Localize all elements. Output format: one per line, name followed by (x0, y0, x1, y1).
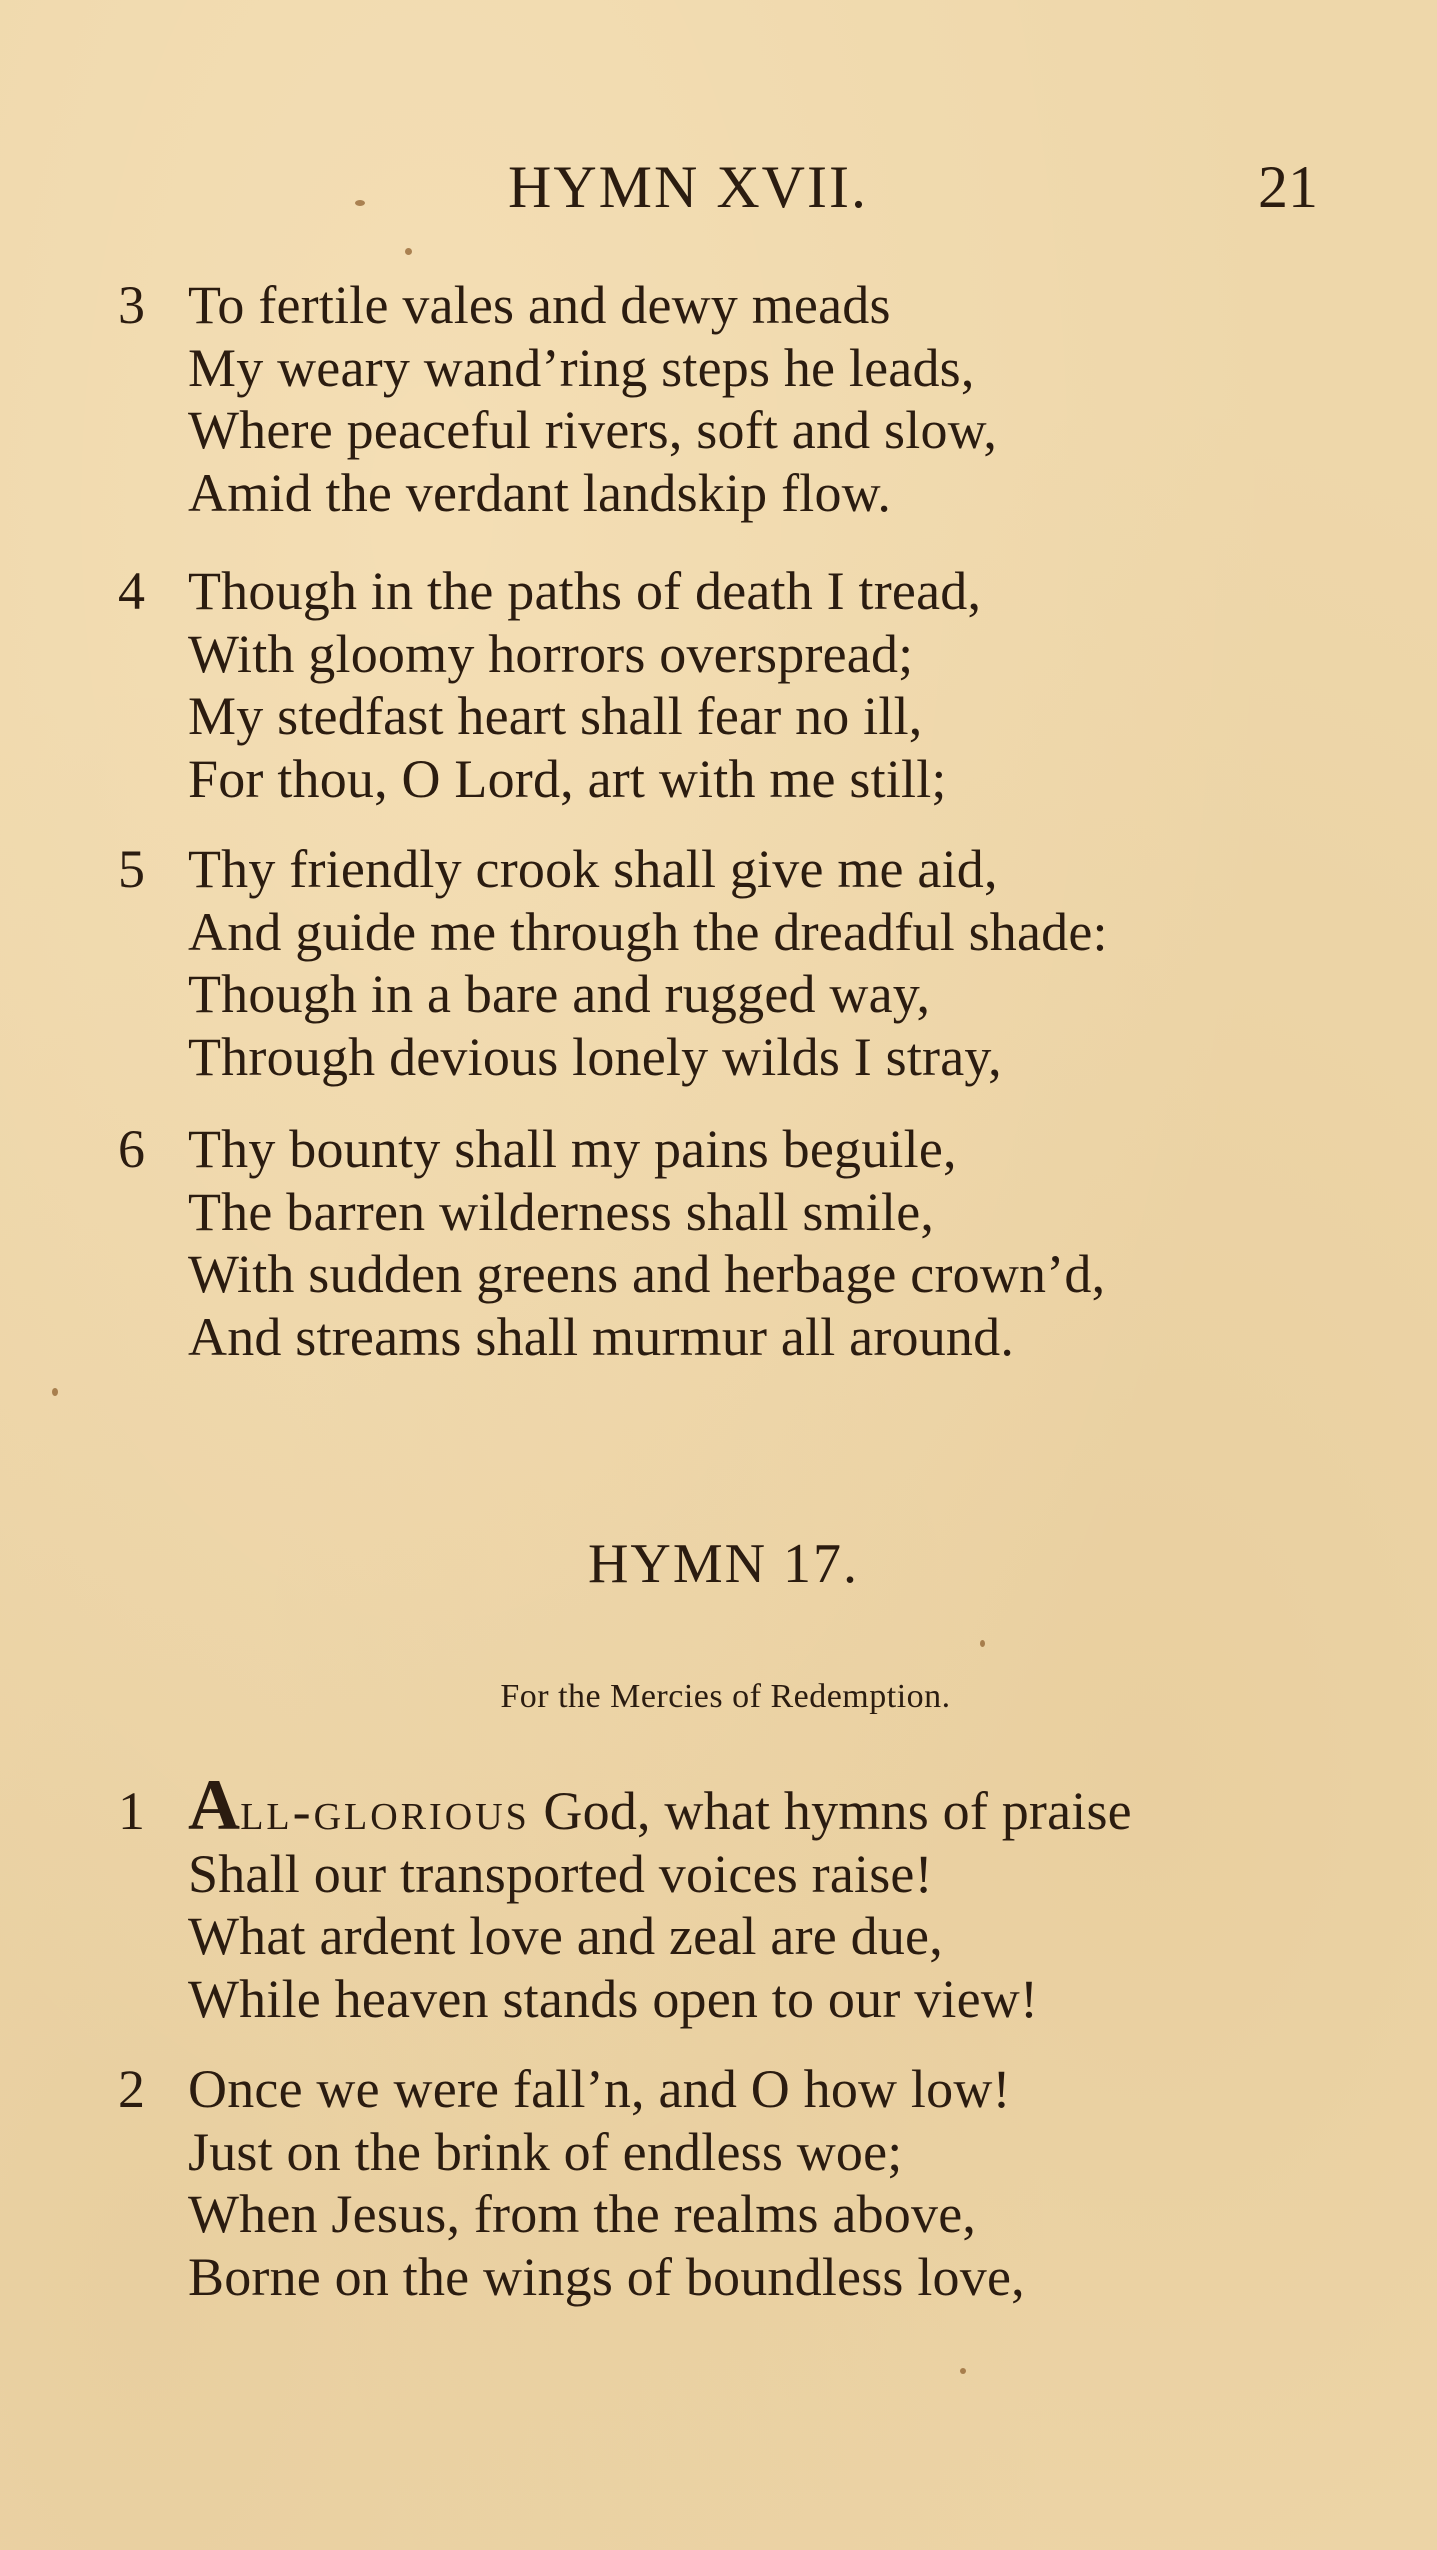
running-head (0, 152, 1437, 222)
verse-line: And guide me through the dreadful shade: (188, 901, 1108, 962)
verse-line: The barren wilderness shall smile, (188, 1181, 935, 1242)
hymn-subtitle: For the Mercies of Redemption. (500, 1678, 951, 1715)
verse-line: Though in the paths of death I tread, (188, 561, 982, 621)
verse-line: With sudden greens and herbage crown’d, (188, 1244, 1106, 1304)
hymn-title: HYMN 17. (587, 1533, 860, 1595)
verse-line: Thy friendly crook shall give me aid, (188, 839, 998, 899)
verse-line: Though in a bare and rugged way, (188, 964, 931, 1024)
verse-line: With gloomy horrors overspread; (188, 623, 914, 684)
stanza-number: 3 (118, 275, 145, 335)
verse-line: My stedfast heart shall fear no ill, (188, 686, 923, 746)
stanza-number: 5 (118, 839, 145, 899)
stanza-number: 4 (118, 561, 145, 621)
drop-cap: A (188, 1765, 241, 1845)
stanza-number: 6 (118, 1119, 145, 1179)
verse-line: When Jesus, from the realms above, (188, 2184, 977, 2244)
verse-line: Shall our transported voices raise! (188, 1843, 933, 1904)
verse-line: Just on the brink of endless woe; (188, 2121, 903, 2182)
paper-speck (52, 1388, 58, 1396)
verse-line: Borne on the wings of boundless love, (188, 2246, 1025, 2307)
page-number: 21 (1258, 154, 1318, 220)
small-caps-word: ll-glorious (240, 1781, 530, 1841)
first-line-rest: God, what hymns of praise (529, 1781, 1132, 1841)
verse-line: Thy bounty shall my pains beguile, (188, 1119, 957, 1179)
verse-line-first (188, 1765, 1132, 1845)
paper-speck (405, 248, 412, 255)
paper-speck (980, 1640, 985, 1647)
stanza-number: 2 (118, 2059, 145, 2119)
verse-line: Once we were fall’n, and O how low! (188, 2059, 1011, 2119)
running-title: HYMN XVII. (508, 154, 868, 220)
verse-line: For thou, O Lord, art with me still; (188, 748, 947, 809)
verse-line: What ardent love and zeal are due, (188, 1906, 943, 1966)
verse-line: And streams shall murmur all around. (188, 1306, 1015, 1367)
verse-line: Where peaceful rivers, soft and slow, (188, 400, 998, 460)
verse-line: My weary wand’ring steps he leads, (188, 337, 975, 398)
stanza-number: 1 (118, 1781, 145, 1841)
paper-speck (355, 200, 365, 206)
paper-speck (960, 2368, 966, 2374)
verse-line: Through devious lonely wilds I stray, (188, 1026, 1002, 1087)
verse-line: While heaven stands open to our view! (188, 1968, 1039, 2029)
verse-line: To fertile vales and dewy meads (188, 275, 891, 335)
verse-line: Amid the verdant landskip flow. (188, 462, 892, 523)
